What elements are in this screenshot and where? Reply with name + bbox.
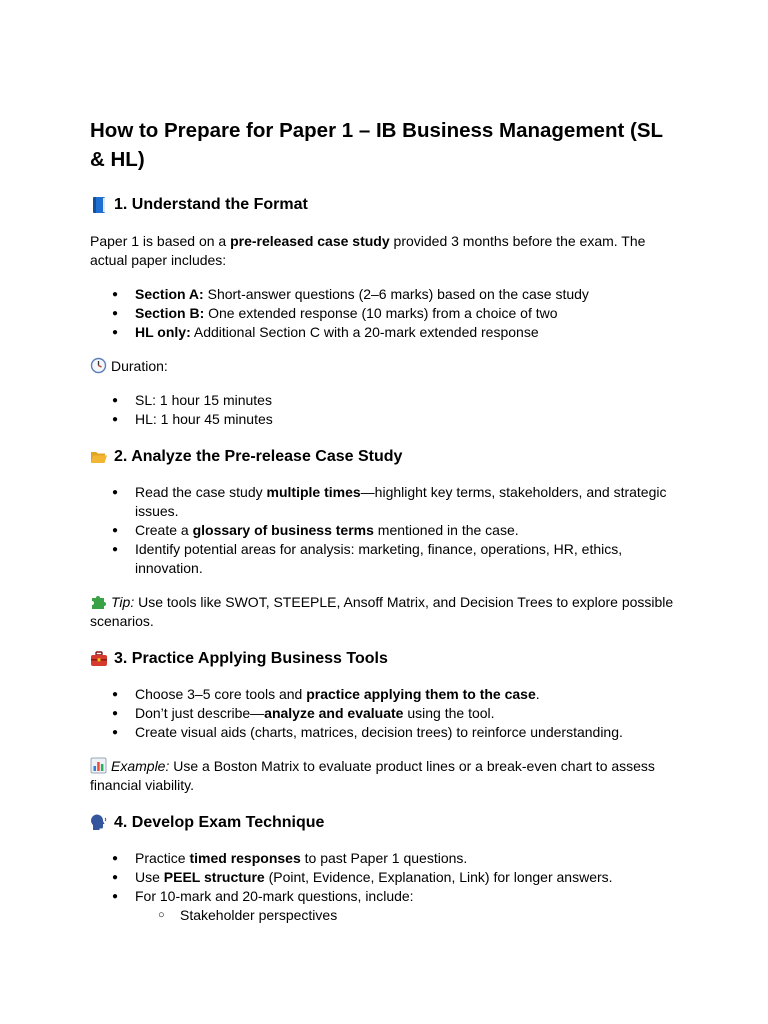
section-heading-tools (90, 648, 680, 670)
list-item: ● Choose 3–5 core tools and practice applying them to the case. (90, 685, 680, 704)
list-item: ● HL: 1 hour 45 minutes (90, 410, 680, 429)
section-heading-format (90, 194, 680, 216)
list-item: ● For 10-mark and 20-mark questions, include: (90, 887, 680, 906)
list-item: ● HL only: Additional Section C with a 20-mark extended response (90, 323, 680, 342)
duration-list (90, 391, 680, 429)
puzzle-piece-icon (90, 593, 107, 610)
list-item: ● Create visual aids (charts, matrices, decision trees) to reinforce understanding. (90, 723, 680, 742)
list-item: ● Read the case study multiple times—highlight key terms, stakeholders, and strategic issues. (90, 483, 680, 521)
document-page (90, 116, 680, 925)
list-item: ● Section B: One extended response (10 marks) from a choice of two (90, 304, 680, 323)
technique-list (90, 849, 680, 925)
blue-book-icon (90, 196, 108, 214)
tip-note: Tip: Use tools like SWOT, STEEPLE, Ansoff Matrix, and Decision Trees to explore possible scenarios. (90, 594, 674, 629)
section-heading-technique (90, 812, 680, 834)
duration-line: Duration: (90, 357, 680, 376)
list-item: ● Use PEEL structure (Point, Evidence, Explanation, Link) for longer answers. (90, 868, 680, 887)
format-intro: Paper 1 is based on a pre-released case study provided 3 months before the exam. The actual paper includes: (90, 233, 646, 268)
section-heading-text: 4. Develop Exam Technique (114, 814, 325, 831)
list-item: ● Identify potential areas for analysis: marketing, finance, operations, HR, ethics, innovation. (90, 540, 680, 578)
list-item: ● Create a glossary of business terms mentioned in the case. (90, 521, 680, 540)
sub-list-item: ○ Stakeholder perspectives (90, 906, 680, 925)
page-title: How to Prepare for Paper 1 – IB Business Management (SL & HL) (90, 119, 663, 171)
section-heading-text: 2. Analyze the Pre-release Case Study (114, 448, 403, 465)
tools-list (90, 685, 680, 742)
list-item: ● Section A: Short-answer questions (2–6 marks) based on the case study (90, 285, 680, 304)
open-folder-icon (90, 448, 108, 466)
toolbox-icon (90, 650, 108, 668)
list-item: ● Don’t just describe—analyze and evaluate using the tool. (90, 704, 680, 723)
list-item: ● Practice timed responses to past Paper 1 questions. (90, 849, 680, 868)
bar-chart-icon (90, 757, 107, 774)
speaking-head-icon (90, 814, 108, 832)
section-heading-text: 3. Practice Applying Business Tools (114, 650, 388, 667)
list-item: ● SL: 1 hour 15 minutes (90, 391, 680, 410)
analyze-list (90, 483, 680, 578)
format-list (90, 285, 680, 342)
section-heading-text: 1. Understand the Format (114, 196, 308, 213)
clock-icon (90, 357, 107, 374)
example-note: Example: Use a Boston Matrix to evaluate product lines or a break-even chart to assess financial viability. (90, 758, 655, 793)
section-heading-analyze (90, 446, 680, 468)
